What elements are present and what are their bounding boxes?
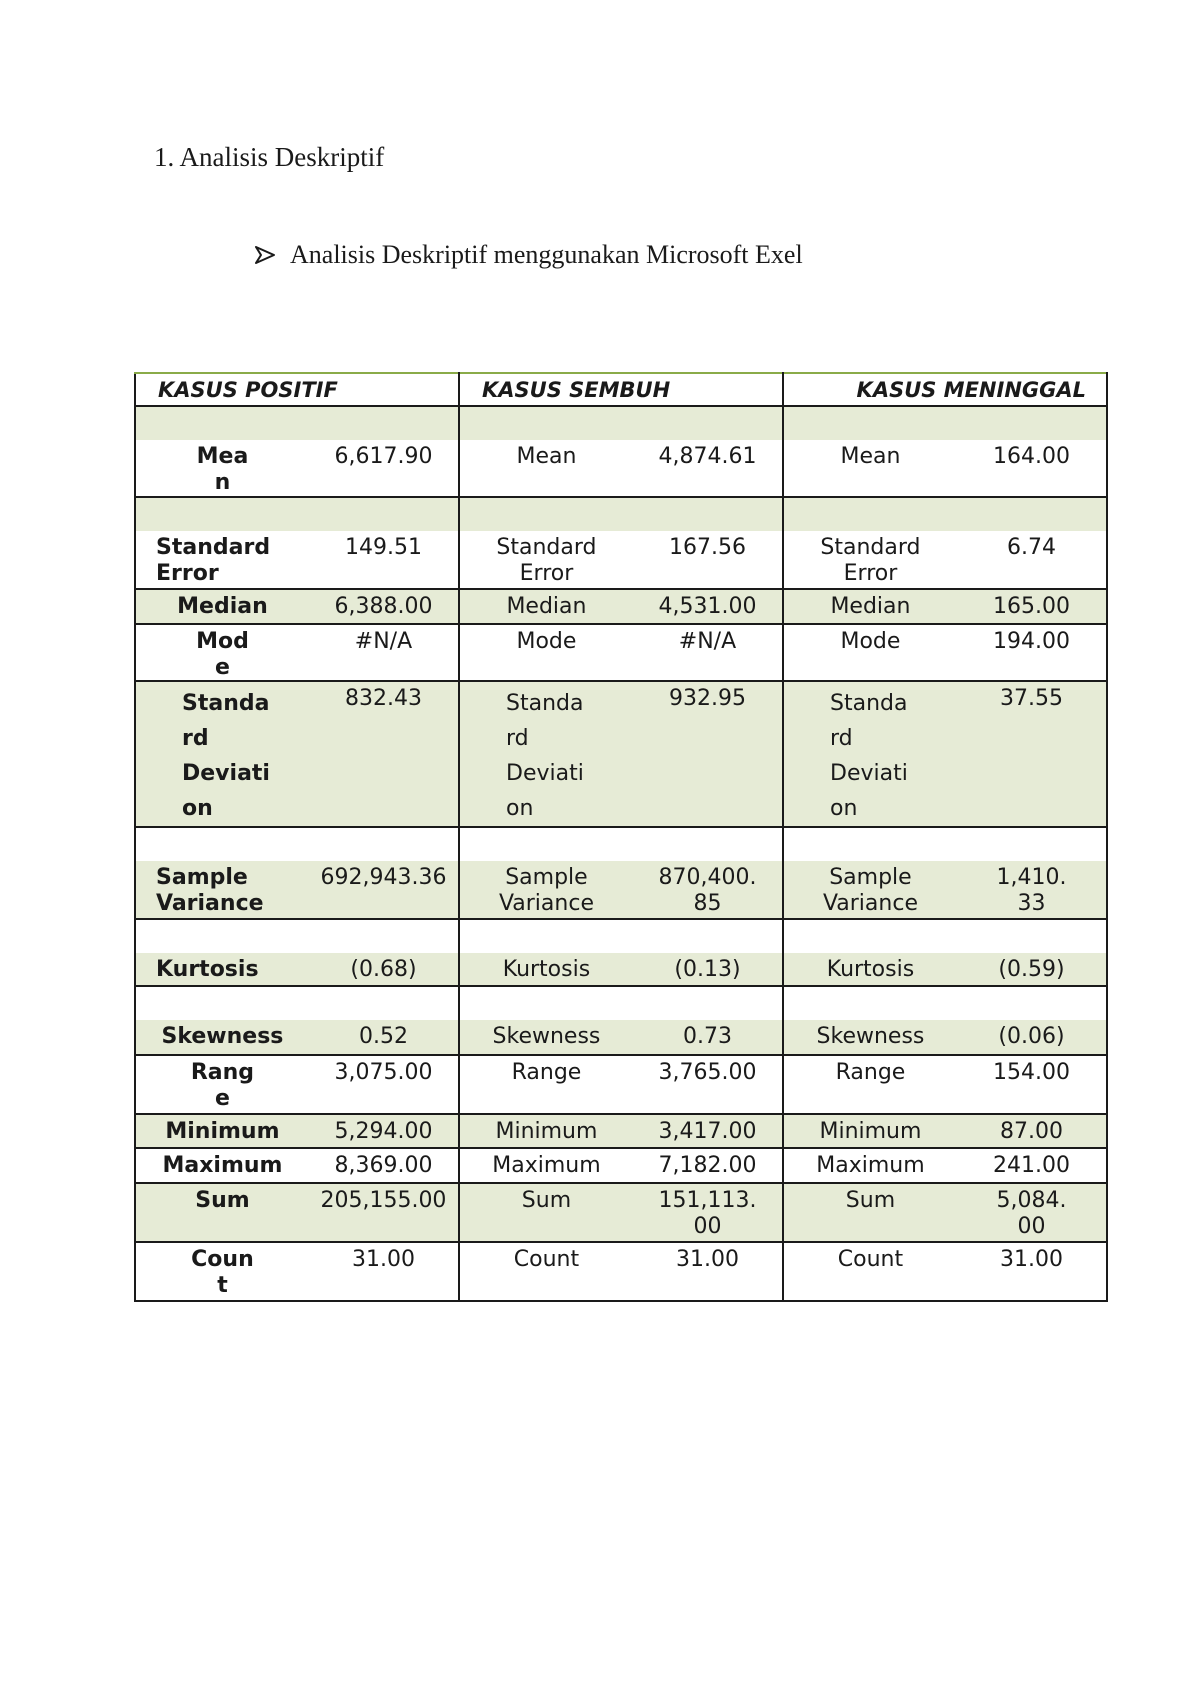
band-spacer [784, 920, 1106, 953]
stat-label: Standard Error [156, 535, 271, 586]
stat-value: 31.00 [999, 1247, 1063, 1272]
table-row-mode [135, 624, 1107, 681]
table-row-skewness [135, 986, 1107, 1055]
table-cell [459, 624, 783, 681]
table-row-maximum [135, 1148, 1107, 1183]
table-cell [135, 827, 459, 919]
table-cell [135, 497, 459, 589]
band-spacer [784, 407, 1106, 440]
stat-label: Mean [516, 444, 577, 469]
table-cell [459, 919, 783, 986]
table-cell [459, 406, 783, 497]
table-cell [459, 827, 783, 919]
stat-label: Coun t [191, 1247, 254, 1298]
stat-cell [136, 590, 458, 623]
table-cell [135, 919, 459, 986]
table-cell [459, 1114, 783, 1148]
stat-cell [784, 682, 1106, 826]
stat-label: Kurtosis [826, 957, 915, 982]
stat-label: Mode [840, 629, 901, 654]
band-spacer [460, 987, 782, 1020]
bullet-item [254, 240, 803, 270]
stat-cell [136, 625, 458, 680]
stat-cell [136, 531, 458, 588]
band-spacer [460, 828, 782, 861]
stat-value: 3,417.00 [658, 1119, 757, 1144]
stat-value: 4,531.00 [658, 594, 757, 619]
stat-cell [784, 531, 1106, 588]
table-cell [135, 986, 459, 1055]
band-spacer [136, 828, 458, 861]
table-row-std-dev [135, 681, 1107, 827]
stat-label: Mean [840, 444, 901, 469]
stat-label: Standa rd Deviati on [182, 691, 270, 821]
table-cell [783, 681, 1107, 827]
band-spacer [136, 407, 458, 440]
band-spacer [784, 828, 1106, 861]
table-cell [783, 986, 1107, 1055]
stat-value: 1,410. 33 [996, 865, 1067, 916]
table-cell [135, 1148, 459, 1183]
arrow-bullet-icon [254, 244, 276, 266]
stat-label: Sample Variance [498, 865, 594, 916]
stat-cell [136, 1020, 458, 1054]
stat-value: 870,400. 85 [658, 865, 757, 916]
stat-value: 3,765.00 [658, 1060, 757, 1085]
stat-value: (0.06) [998, 1024, 1065, 1049]
stat-label: Standard Error [820, 535, 921, 586]
stat-cell [460, 861, 782, 918]
stat-value: 205,155.00 [320, 1188, 447, 1213]
stat-cell [784, 1149, 1106, 1182]
stat-label: Kurtosis [156, 957, 259, 982]
stat-value: 165.00 [992, 594, 1070, 619]
stat-value: 151,113. 00 [658, 1188, 757, 1239]
stat-cell [784, 1115, 1106, 1147]
table-cell [459, 497, 783, 589]
stat-label: Maximum [492, 1153, 601, 1178]
table-cell [783, 497, 1107, 589]
stat-value: 0.73 [682, 1024, 732, 1049]
stat-value: 6,617.90 [334, 444, 433, 469]
stat-value: 31.00 [351, 1247, 415, 1272]
table-cell [459, 1242, 783, 1301]
table-row-range [135, 1055, 1107, 1114]
table-cell [135, 624, 459, 681]
header-kasus-positif: KASUS POSITIF [135, 373, 459, 406]
table-cell [135, 1055, 459, 1114]
table-cell [783, 827, 1107, 919]
band-spacer [784, 498, 1106, 531]
table-cell [783, 624, 1107, 681]
stat-cell [460, 682, 782, 826]
table-cell [135, 1114, 459, 1148]
stat-label: Median [177, 594, 268, 619]
stat-cell [460, 625, 782, 680]
stat-cell [136, 682, 458, 826]
stat-label: Skewness [492, 1024, 601, 1049]
table-row-mean [135, 406, 1107, 497]
stat-cell [460, 1149, 782, 1182]
stat-value: #N/A [678, 629, 737, 654]
stat-value: 832.43 [345, 686, 423, 711]
stat-cell [136, 1149, 458, 1182]
descriptive-stats-table [134, 372, 1108, 1302]
stat-cell [136, 953, 458, 985]
table-cell [135, 681, 459, 827]
stat-cell [136, 1243, 458, 1300]
stat-cell [460, 953, 782, 985]
band-spacer [784, 987, 1106, 1020]
table-cell [135, 1183, 459, 1242]
table-cell [783, 589, 1107, 624]
stat-label: Count [513, 1247, 580, 1272]
stat-cell [460, 590, 782, 623]
table-cell [783, 1055, 1107, 1114]
table-cell [783, 1242, 1107, 1301]
stat-cell [136, 861, 458, 918]
stat-label: Maximum [816, 1153, 925, 1178]
band-spacer [136, 987, 458, 1020]
stat-value: 31.00 [675, 1247, 739, 1272]
stat-value: #N/A [354, 629, 413, 654]
stat-cell [460, 1056, 782, 1113]
stat-value: 5,084. 00 [996, 1188, 1067, 1239]
stat-label: Mode [516, 629, 577, 654]
table-cell [459, 986, 783, 1055]
header-kasus-meninggal: KASUS MENINGGAL [783, 373, 1107, 406]
stat-label: Median [830, 594, 911, 619]
stat-label: Kurtosis [502, 957, 591, 982]
header-kasus-sembuh: KASUS SEMBUH [459, 373, 783, 406]
stat-cell [460, 1115, 782, 1147]
stat-cell [784, 1184, 1106, 1241]
stat-label: Count [837, 1247, 904, 1272]
band-spacer [460, 920, 782, 953]
stat-value: 3,075.00 [334, 1060, 433, 1085]
band-spacer [136, 498, 458, 531]
table-row-variance [135, 827, 1107, 919]
stat-value: 149.51 [345, 535, 422, 560]
table-cell [135, 406, 459, 497]
table-cell [135, 1242, 459, 1301]
stat-value: 164.00 [992, 444, 1070, 469]
table-cell [459, 681, 783, 827]
table-row-minimum [135, 1114, 1107, 1148]
stat-label: Skewness [816, 1024, 925, 1049]
stat-label: Range [835, 1060, 906, 1085]
stat-cell [460, 531, 782, 588]
stat-label: Sample Variance [156, 865, 264, 916]
stat-label: Standa rd Deviati on [506, 691, 584, 821]
stat-label: Minimum [495, 1119, 598, 1144]
stat-value: 167.56 [668, 535, 746, 560]
stat-value: 4,874.61 [658, 444, 757, 469]
stat-cell [784, 440, 1106, 496]
stat-cell [136, 1056, 458, 1113]
stat-value: (0.13) [674, 957, 741, 982]
stat-label: Standa rd Deviati on [830, 691, 908, 821]
stat-cell [784, 953, 1106, 985]
stat-label: Sum [521, 1188, 572, 1213]
stat-cell [784, 1056, 1106, 1113]
stat-cell [136, 440, 458, 496]
band-spacer [460, 498, 782, 531]
stat-label: Rang e [190, 1060, 255, 1111]
table-cell [783, 919, 1107, 986]
stat-value: (0.59) [998, 957, 1065, 982]
section-heading: 1. Analisis Deskriptif [154, 142, 385, 172]
stat-value: 37.55 [1000, 686, 1064, 711]
stat-cell [784, 1020, 1106, 1054]
band-spacer [460, 407, 782, 440]
stat-value: 241.00 [992, 1153, 1070, 1178]
stat-label: Minimum [819, 1119, 922, 1144]
stat-label: Minimum [165, 1119, 280, 1144]
bullet-text: Analisis Deskriptif menggunakan Microsoft Exel [290, 240, 803, 269]
table-cell [459, 1183, 783, 1242]
table-row-kurtosis [135, 919, 1107, 986]
stat-label: Sum [195, 1188, 250, 1213]
table-cell [783, 406, 1107, 497]
stat-label: Maximum [162, 1153, 283, 1178]
table-cell [783, 1148, 1107, 1183]
stat-label: Standard Error [496, 535, 597, 586]
table-cell [135, 589, 459, 624]
stat-cell [136, 1184, 458, 1241]
stat-cell [784, 625, 1106, 680]
stat-cell [784, 861, 1106, 918]
stat-value: 5,294.00 [334, 1119, 433, 1144]
table-cell [783, 1114, 1107, 1148]
table-row-std-error [135, 497, 1107, 589]
stat-label: Mea n [196, 444, 249, 495]
stat-value: 932.95 [669, 686, 747, 711]
stat-cell [784, 1243, 1106, 1300]
stat-value: 6,388.00 [334, 594, 433, 619]
stat-cell [460, 1184, 782, 1241]
stat-value: 692,943.36 [320, 865, 447, 890]
stat-value: 87.00 [999, 1119, 1063, 1144]
stat-cell [460, 1243, 782, 1300]
stat-label: Skewness [161, 1024, 284, 1049]
stat-value: 154.00 [992, 1060, 1070, 1085]
stat-cell [460, 1020, 782, 1054]
stat-cell [784, 590, 1106, 623]
table-header-row [135, 373, 1107, 406]
stat-value: 194.00 [992, 629, 1070, 654]
table-cell [783, 1183, 1107, 1242]
stat-value: 6.74 [1006, 535, 1056, 560]
table-cell [459, 589, 783, 624]
table-row-sum [135, 1183, 1107, 1242]
stat-value: 7,182.00 [658, 1153, 757, 1178]
stat-cell [136, 1115, 458, 1147]
stat-cell [460, 440, 782, 496]
stat-value: 0.52 [358, 1024, 408, 1049]
table-cell [459, 1148, 783, 1183]
table-row-median [135, 589, 1107, 624]
stat-label: Mod e [196, 629, 249, 680]
table-cell [459, 1055, 783, 1114]
stat-label: Median [506, 594, 587, 619]
band-spacer [136, 920, 458, 953]
stat-value: (0.68) [350, 957, 417, 982]
stat-value: 8,369.00 [334, 1153, 433, 1178]
stat-label: Range [511, 1060, 582, 1085]
stat-label: Sample Variance [822, 865, 918, 916]
stat-label: Sum [845, 1188, 896, 1213]
table-row-count [135, 1242, 1107, 1301]
